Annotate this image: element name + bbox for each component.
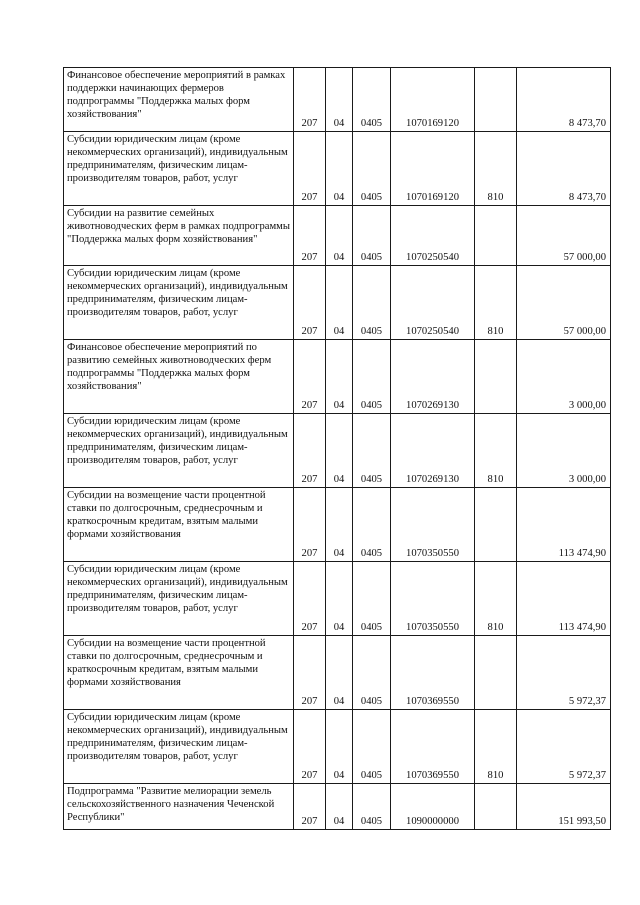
row-subsection-cell: 0405 bbox=[353, 414, 391, 488]
row-amount-cell: 3 000,00 bbox=[517, 340, 611, 414]
row-type-cell: 810 bbox=[475, 710, 517, 784]
row-type-cell bbox=[475, 784, 517, 830]
row-subsection-cell: 0405 bbox=[353, 340, 391, 414]
budget-table bbox=[63, 67, 611, 830]
row-code-cell: 207 bbox=[294, 414, 326, 488]
row-section-cell: 04 bbox=[326, 414, 353, 488]
table-row bbox=[64, 206, 611, 266]
table-row bbox=[64, 636, 611, 710]
table-row bbox=[64, 414, 611, 488]
row-amount-cell: 8 473,70 bbox=[517, 132, 611, 206]
row-type-cell bbox=[475, 340, 517, 414]
row-subsection-cell: 0405 bbox=[353, 784, 391, 830]
row-name-cell: Субсидии на возмещение части процентной ставки по долгосрочным, среднесрочным и краткосрочным кредитам, взятым малыми формами хозяйствования bbox=[64, 488, 294, 562]
row-code-cell: 207 bbox=[294, 562, 326, 636]
row-name-cell: Субсидии юридическим лицам (кроме некоммерческих организаций), индивидуальным предпринимателям, физическим лицам-производителям товаров, работ, услуг bbox=[64, 414, 294, 488]
row-type-cell bbox=[475, 488, 517, 562]
table-row bbox=[64, 562, 611, 636]
row-name-cell: Финансовое обеспечение мероприятий по развитию семейных животноводческих ферм подпрограммы "Поддержка малых форм хозяйствования" bbox=[64, 340, 294, 414]
row-type-cell: 810 bbox=[475, 414, 517, 488]
row-name-cell: Подпрограмма "Развитие мелиорации земель сельскохозяйственного назначения Чеченской Республики" bbox=[64, 784, 294, 830]
row-amount-cell: 113 474,90 bbox=[517, 562, 611, 636]
row-target-cell: 1070269130 bbox=[391, 340, 475, 414]
row-amount-cell: 151 993,50 bbox=[517, 784, 611, 830]
table-row bbox=[64, 266, 611, 340]
row-target-cell: 1070350550 bbox=[391, 562, 475, 636]
row-section-cell: 04 bbox=[326, 488, 353, 562]
row-target-cell: 1070169120 bbox=[391, 132, 475, 206]
row-target-cell: 1070369550 bbox=[391, 636, 475, 710]
row-amount-cell: 5 972,37 bbox=[517, 710, 611, 784]
row-code-cell: 207 bbox=[294, 68, 326, 132]
table-row bbox=[64, 68, 611, 132]
table-row bbox=[64, 132, 611, 206]
row-section-cell: 04 bbox=[326, 562, 353, 636]
row-type-cell bbox=[475, 68, 517, 132]
row-code-cell: 207 bbox=[294, 340, 326, 414]
row-subsection-cell: 0405 bbox=[353, 266, 391, 340]
row-target-cell: 1070269130 bbox=[391, 414, 475, 488]
row-type-cell bbox=[475, 206, 517, 266]
table-row bbox=[64, 710, 611, 784]
row-name-cell: Субсидии на развитие семейных животноводческих ферм в рамках подпрограммы "Поддержка малых форм хозяйствования" bbox=[64, 206, 294, 266]
row-amount-cell: 57 000,00 bbox=[517, 266, 611, 340]
row-name-cell: Субсидии юридическим лицам (кроме некоммерческих организаций), индивидуальным предпринимателям, физическим лицам-производителям товаров, работ, услуг bbox=[64, 710, 294, 784]
row-subsection-cell: 0405 bbox=[353, 206, 391, 266]
table-row bbox=[64, 488, 611, 562]
row-section-cell: 04 bbox=[326, 206, 353, 266]
row-amount-cell: 113 474,90 bbox=[517, 488, 611, 562]
row-subsection-cell: 0405 bbox=[353, 488, 391, 562]
row-type-cell: 810 bbox=[475, 132, 517, 206]
table-row bbox=[64, 340, 611, 414]
row-name-cell: Субсидии юридическим лицам (кроме некоммерческих организаций), индивидуальным предпринимателям, физическим лицам-производителям товаров, работ, услуг bbox=[64, 132, 294, 206]
row-section-cell: 04 bbox=[326, 340, 353, 414]
row-target-cell: 1070250540 bbox=[391, 206, 475, 266]
row-code-cell: 207 bbox=[294, 132, 326, 206]
row-target-cell: 1090000000 bbox=[391, 784, 475, 830]
row-section-cell: 04 bbox=[326, 68, 353, 132]
row-type-cell bbox=[475, 636, 517, 710]
row-amount-cell: 3 000,00 bbox=[517, 414, 611, 488]
row-name-cell: Субсидии юридическим лицам (кроме некоммерческих организаций), индивидуальным предпринимателям, физическим лицам-производителям товаров, работ, услуг bbox=[64, 562, 294, 636]
row-section-cell: 04 bbox=[326, 784, 353, 830]
budget-table-body bbox=[64, 68, 611, 830]
row-subsection-cell: 0405 bbox=[353, 132, 391, 206]
row-target-cell: 1070169120 bbox=[391, 68, 475, 132]
row-target-cell: 1070350550 bbox=[391, 488, 475, 562]
row-section-cell: 04 bbox=[326, 132, 353, 206]
row-section-cell: 04 bbox=[326, 710, 353, 784]
row-code-cell: 207 bbox=[294, 784, 326, 830]
table-row bbox=[64, 784, 611, 830]
row-code-cell: 207 bbox=[294, 488, 326, 562]
row-type-cell: 810 bbox=[475, 266, 517, 340]
row-code-cell: 207 bbox=[294, 710, 326, 784]
row-subsection-cell: 0405 bbox=[353, 636, 391, 710]
row-target-cell: 1070369550 bbox=[391, 710, 475, 784]
row-amount-cell: 5 972,37 bbox=[517, 636, 611, 710]
row-subsection-cell: 0405 bbox=[353, 562, 391, 636]
row-section-cell: 04 bbox=[326, 266, 353, 340]
row-section-cell: 04 bbox=[326, 636, 353, 710]
row-code-cell: 207 bbox=[294, 266, 326, 340]
row-name-cell: Финансовое обеспечение мероприятий в рамках поддержки начинающих фермеров подпрограммы "Поддержка малых форм хозяйствования" bbox=[64, 68, 294, 132]
row-code-cell: 207 bbox=[294, 636, 326, 710]
row-type-cell: 810 bbox=[475, 562, 517, 636]
row-amount-cell: 8 473,70 bbox=[517, 68, 611, 132]
row-subsection-cell: 0405 bbox=[353, 68, 391, 132]
row-code-cell: 207 bbox=[294, 206, 326, 266]
row-name-cell: Субсидии юридическим лицам (кроме некоммерческих организаций), индивидуальным предпринимателям, физическим лицам-производителям товаров, работ, услуг bbox=[64, 266, 294, 340]
row-subsection-cell: 0405 bbox=[353, 710, 391, 784]
row-amount-cell: 57 000,00 bbox=[517, 206, 611, 266]
row-name-cell: Субсидии на возмещение части процентной ставки по долгосрочным, среднесрочным и краткосрочным кредитам, взятым малыми формами хозяйствования bbox=[64, 636, 294, 710]
row-target-cell: 1070250540 bbox=[391, 266, 475, 340]
